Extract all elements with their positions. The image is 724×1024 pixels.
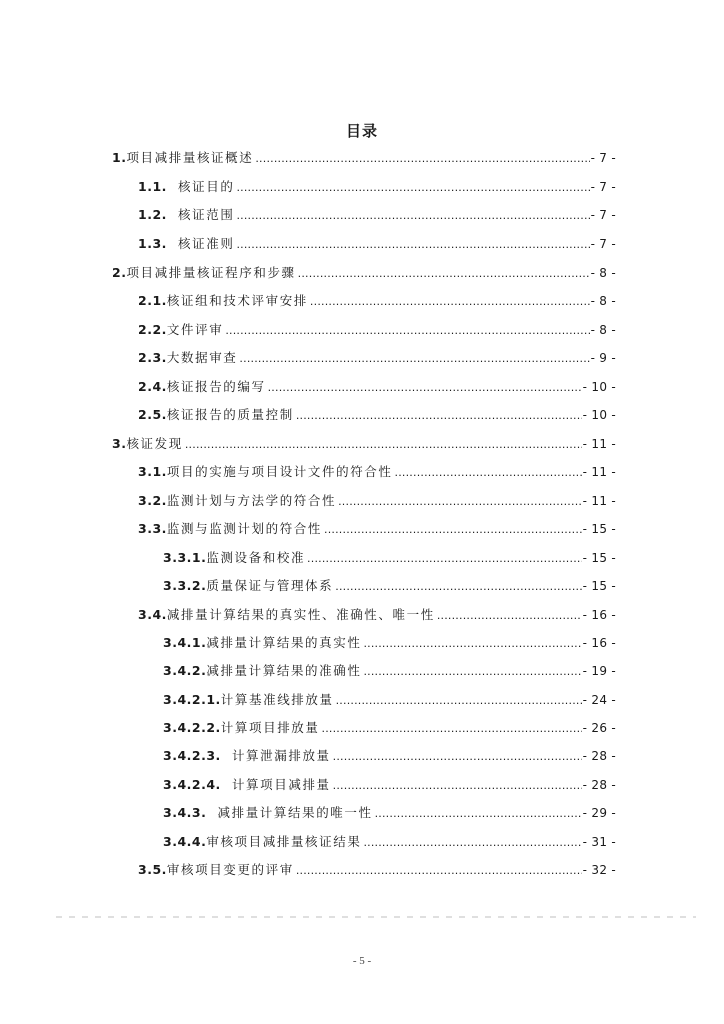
toc-entry-title: 核证目的	[166, 179, 235, 194]
toc-dot-leader	[335, 576, 581, 596]
toc-dot-leader	[225, 320, 589, 340]
toc-dot-leader	[239, 348, 589, 368]
toc-dot-leader	[437, 605, 582, 625]
toc-dot-leader	[363, 633, 581, 653]
toc-entry-title: 审核项目变更的评审	[166, 862, 294, 877]
toc-entry[interactable]	[163, 633, 616, 653]
toc-entry-page: - 31 -	[582, 835, 616, 849]
toc-entry-title: 项目减排量核证概述	[126, 150, 254, 165]
toc-entry-page: - 28 -	[582, 749, 616, 763]
toc-entry[interactable]	[138, 291, 616, 311]
toc-entry-title: 计算泄漏排放量	[220, 748, 331, 763]
toc-entry-page: - 10 -	[582, 380, 616, 394]
toc-entry-title: 减排量计算结果的唯一性	[206, 805, 373, 820]
toc-dot-leader	[236, 234, 589, 254]
toc-entry[interactable]	[163, 832, 616, 852]
toc-entry-page: - 32 -	[582, 863, 616, 877]
toc-entry-title: 计算基准线排放量	[220, 692, 334, 707]
toc-dot-leader	[298, 263, 590, 283]
toc-entry-number: 3.4.2.1.	[163, 692, 221, 707]
toc-dot-leader	[336, 690, 582, 710]
toc-entry-number: 3.2.	[138, 493, 167, 508]
toc-entry-number: 3.5.	[138, 862, 167, 877]
toc-entry[interactable]	[138, 377, 616, 397]
toc-entry-page: - 26 -	[582, 721, 616, 735]
toc-entry-page: - 15 -	[582, 551, 616, 565]
toc-entry-number: 3.4.1.	[163, 635, 207, 650]
toc-entry-title: 项目的实施与项目设计文件的符合性	[166, 464, 393, 479]
toc-entry-number: 3.4.2.4.	[163, 777, 221, 792]
toc-entry-title: 减排量计算结果的真实性、准确性、唯一性	[166, 607, 435, 622]
toc-entry[interactable]	[163, 775, 616, 795]
toc-entry-page: - 7 -	[590, 208, 616, 222]
toc-entry[interactable]	[112, 434, 616, 454]
toc-entry-number: 1.	[112, 150, 127, 165]
toc-entry[interactable]	[138, 491, 616, 511]
toc-dot-leader	[185, 434, 582, 454]
toc-entry-page: - 8 -	[590, 294, 616, 308]
toc-dot-leader	[296, 405, 582, 425]
toc-entry-page: - 19 -	[582, 664, 616, 678]
toc-entry-title: 监测计划与方法学的符合性	[166, 493, 337, 508]
toc-entry-title: 项目减排量核证程序和步骤	[126, 265, 296, 280]
toc-entry[interactable]	[138, 348, 616, 368]
toc-dot-leader	[395, 462, 582, 482]
toc-entry[interactable]	[138, 320, 616, 340]
toc-entry-number: 3.4.4.	[163, 834, 207, 849]
toc-entry[interactable]	[163, 576, 616, 596]
toc-entry-page: - 16 -	[582, 636, 616, 650]
toc-entry-page: - 24 -	[582, 693, 616, 707]
toc-entry-page: - 9 -	[590, 351, 616, 365]
toc-dot-leader	[333, 775, 582, 795]
toc-entry-number: 1.3.	[138, 236, 167, 251]
toc-entry-number: 2.2.	[138, 322, 167, 337]
toc-entry-title: 监测设备和校准	[206, 550, 306, 565]
toc-entry-page: - 7 -	[590, 151, 616, 165]
toc-entry-title: 核证报告的质量控制	[166, 407, 294, 422]
toc-entry-title: 减排量计算结果的准确性	[206, 663, 362, 678]
toc-entry-title: 计算项目排放量	[220, 720, 320, 735]
toc-entry-title: 核证范围	[166, 207, 235, 222]
toc-entry[interactable]	[138, 860, 616, 880]
toc-entry-page: - 7 -	[590, 180, 616, 194]
toc-entry-number: 2.4.	[138, 379, 167, 394]
toc-entry-page: - 11 -	[582, 494, 616, 508]
toc-dot-leader	[307, 548, 582, 568]
toc-entry-title: 文件评审	[166, 322, 224, 337]
toc-dot-leader	[268, 377, 582, 397]
toc-entry-number: 1.1.	[138, 179, 167, 194]
toc-entry-number: 2.3.	[138, 350, 167, 365]
toc-entry-title: 审核项目减排量核证结果	[206, 834, 362, 849]
toc-entry-number: 3.1.	[138, 464, 167, 479]
toc-entry-title: 计算项目减排量	[220, 777, 331, 792]
toc-entry-page: - 11 -	[582, 437, 616, 451]
toc-entry-title: 核证发现	[126, 436, 183, 451]
toc-entry-number: 2.	[112, 265, 127, 280]
toc-entry-number: 2.5.	[138, 407, 167, 422]
toc-entry[interactable]	[138, 405, 616, 425]
toc-dot-leader	[322, 718, 582, 738]
toc-entry[interactable]	[138, 177, 616, 197]
toc-entry-page: - 7 -	[590, 237, 616, 251]
toc-dot-leader	[324, 519, 582, 539]
toc-entry-page: - 28 -	[582, 778, 616, 792]
toc-entry-page: - 16 -	[582, 608, 616, 622]
toc-dot-leader	[333, 746, 582, 766]
toc-entry-page: - 8 -	[590, 323, 616, 337]
toc-entry[interactable]	[112, 263, 616, 283]
toc-entry-number: 3.4.3.	[163, 805, 207, 820]
toc-entry-page: - 10 -	[582, 408, 616, 422]
toc-entry-title: 质量保证与管理体系	[206, 578, 334, 593]
toc-entry[interactable]	[138, 519, 616, 539]
toc-entry[interactable]	[138, 205, 616, 225]
page-number: - 5 -	[352, 955, 372, 967]
toc-title: 目录	[345, 122, 378, 140]
toc-entry-title: 核证准则	[166, 236, 235, 251]
toc-entry-number: 3.4.2.	[163, 663, 207, 678]
toc-entry-title: 核证报告的编写	[166, 379, 266, 394]
toc-entry[interactable]	[112, 148, 616, 168]
toc-dot-leader	[375, 803, 582, 823]
faint-divider	[56, 916, 696, 918]
toc-entry-number: 3.3.1.	[163, 550, 207, 565]
toc-entry-number: 2.1.	[138, 293, 167, 308]
toc-entry-title: 核证组和技术评审安排	[166, 293, 308, 308]
toc-entry-title: 监测与监测计划的符合性	[166, 521, 323, 536]
toc-entry-number: 3.3.	[138, 521, 167, 536]
toc-dot-leader	[296, 860, 582, 880]
toc-entry-number: 1.2.	[138, 207, 167, 222]
toc-entry-number: 3.4.2.2.	[163, 720, 221, 735]
toc-entry-number: 3.3.2.	[163, 578, 207, 593]
toc-entry[interactable]	[163, 548, 616, 568]
toc-dot-leader	[363, 832, 581, 852]
toc-dot-leader	[310, 291, 590, 311]
toc-dot-leader	[236, 205, 589, 225]
toc-entry[interactable]	[138, 605, 616, 625]
toc-entry-page: - 8 -	[590, 266, 616, 280]
toc-entry-number: 3.4.2.3.	[163, 748, 221, 763]
toc-entry-number: 3.4.	[138, 607, 167, 622]
toc-entry[interactable]	[163, 690, 616, 710]
toc-entry[interactable]	[138, 462, 616, 482]
toc-entry-page: - 29 -	[582, 806, 616, 820]
toc-dot-leader	[236, 177, 589, 197]
toc-entry-page: - 15 -	[582, 579, 616, 593]
toc-dot-leader	[363, 661, 581, 681]
toc-entry[interactable]	[163, 803, 616, 823]
toc-entry[interactable]	[138, 234, 616, 254]
toc-dot-leader	[255, 148, 589, 168]
toc-entry-page: - 15 -	[582, 522, 616, 536]
toc-entry-page: - 11 -	[582, 465, 616, 479]
toc-entry-title: 减排量计算结果的真实性	[206, 635, 362, 650]
toc-entry[interactable]	[163, 746, 616, 766]
toc-entry[interactable]	[163, 661, 616, 681]
toc-dot-leader	[338, 491, 582, 511]
toc-entry-number: 3.	[112, 436, 127, 451]
toc-entry-title: 大数据审查	[166, 350, 238, 365]
toc-entry[interactable]	[163, 718, 616, 738]
